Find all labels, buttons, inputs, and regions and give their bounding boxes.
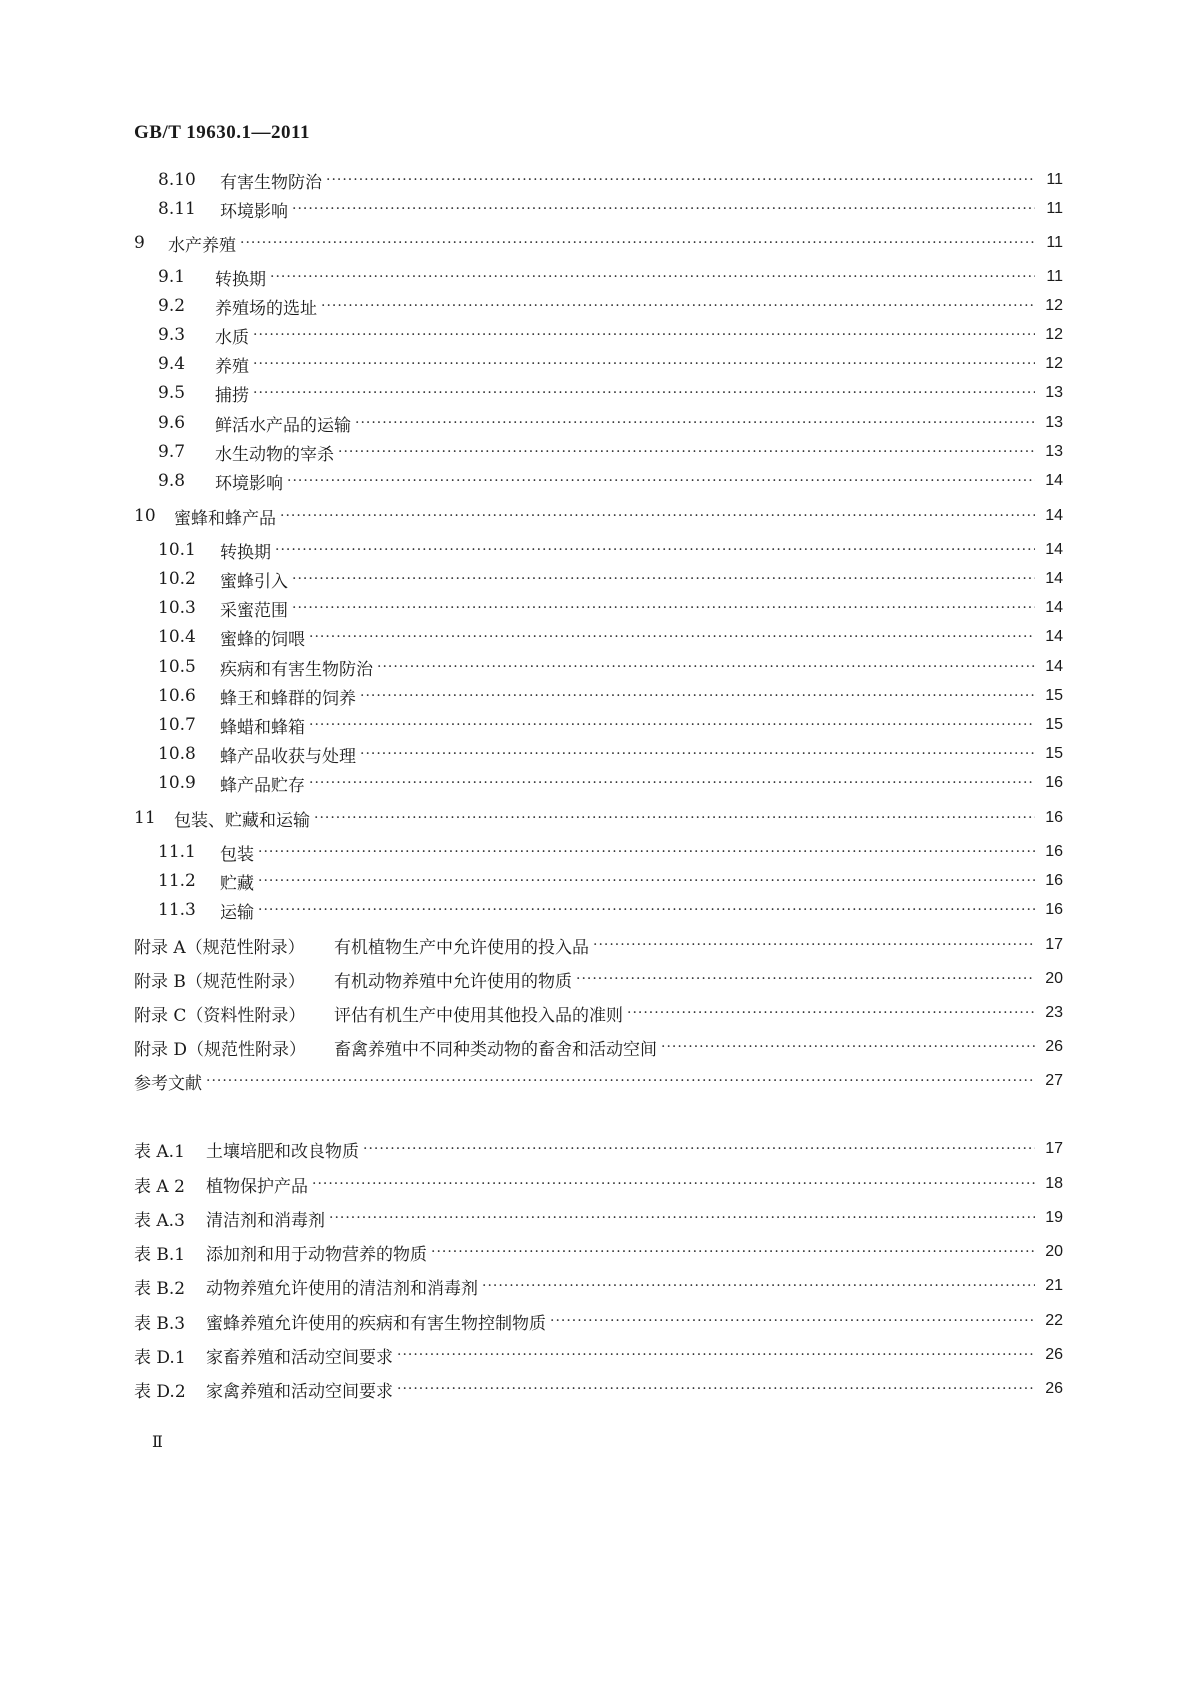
toc-entry-page: 17 [1045, 936, 1063, 953]
toc-entry[interactable] [158, 839, 1063, 865]
toc-entry[interactable] [158, 167, 1063, 193]
toc-entry-number: 9.7 [158, 442, 186, 462]
toc-entry[interactable] [134, 1273, 1063, 1299]
toc-entry[interactable] [158, 868, 1063, 894]
toc-entry-page: 12 [1045, 326, 1063, 343]
toc-entry-number: 9.6 [158, 413, 186, 433]
toc-entry-title: 蜜蜂和蜂产品 [174, 508, 276, 529]
toc-entry-page: 16 [1045, 872, 1063, 889]
toc-entry[interactable] [158, 654, 1063, 680]
toc-entry[interactable] [158, 380, 1063, 406]
dot-leader [280, 508, 1035, 524]
toc-entry-page: 21 [1045, 1277, 1063, 1294]
toc-entry-number: 10 [134, 506, 156, 526]
dot-leader [482, 1278, 1035, 1294]
toc-entry-page: 13 [1045, 414, 1063, 431]
toc-entry[interactable] [158, 770, 1063, 796]
toc-entry-page: 14 [1045, 541, 1063, 558]
toc-entry-title: 蜜蜂的饲喂 [220, 629, 305, 650]
toc-entry[interactable] [134, 805, 1063, 831]
toc-entry-number: 10.2 [158, 569, 196, 589]
toc-entry-title: 水生动物的宰杀 [215, 444, 334, 465]
toc-entry-number: 表 A.3 [134, 1210, 185, 1231]
toc-entry-number: 10.9 [158, 773, 196, 793]
toc-entry-page: 15 [1045, 745, 1063, 762]
toc-entry[interactable] [158, 537, 1063, 563]
toc-entry-number: 表 A 2 [134, 1176, 185, 1197]
dot-leader [206, 1073, 1035, 1089]
toc-entry-title: 包装 [220, 844, 254, 865]
toc-entry-title: 蜂产品贮存 [220, 775, 305, 796]
toc-entry-page: 16 [1045, 809, 1063, 826]
toc-entry-page: 26 [1045, 1346, 1063, 1363]
dot-leader [253, 385, 1035, 401]
toc-entry[interactable] [158, 624, 1063, 650]
toc-entry-number: 9.1 [158, 267, 186, 287]
dot-leader [270, 269, 1035, 285]
toc-entry-title: 蜂王和蜂群的饲养 [220, 688, 356, 709]
dot-leader [312, 1176, 1035, 1192]
toc-entry-title: 蜜蜂引入 [220, 571, 288, 592]
toc-entry[interactable] [158, 410, 1063, 436]
toc-entry-page: 11 [1046, 200, 1063, 217]
dot-leader [287, 473, 1035, 489]
dot-leader [314, 810, 1035, 826]
toc-entry-number: 表 B.3 [134, 1313, 186, 1334]
toc-entry-number: 附录 A（规范性附录） [134, 937, 305, 958]
toc-entry[interactable] [158, 897, 1063, 923]
dot-leader [360, 746, 1035, 762]
dot-leader [258, 844, 1035, 860]
dot-leader [292, 571, 1035, 587]
toc-entry-title: 蜂产品收获与处理 [220, 746, 356, 767]
toc-entry-title: 运输 [220, 902, 254, 923]
toc-entry-title: 采蜜范围 [220, 600, 288, 621]
toc-entry-number: 8.11 [158, 199, 196, 219]
toc-entry[interactable] [134, 1342, 1063, 1368]
toc-entry-title: 评估有机生产中使用其他投入品的准则 [334, 1005, 623, 1026]
dot-leader [338, 444, 1035, 460]
toc-entry-title: 参考文献 [134, 1073, 202, 1094]
toc-entry[interactable] [158, 293, 1063, 319]
toc-entry[interactable] [158, 351, 1063, 377]
toc-entry-page: 23 [1045, 1004, 1063, 1021]
toc-entry-number: 9.3 [158, 325, 186, 345]
toc-entry-title: 动物养殖允许使用的清洁剂和消毒剂 [206, 1278, 478, 1299]
toc-entry-page: 20 [1045, 970, 1063, 987]
dot-leader [661, 1039, 1035, 1055]
toc-entry-number: 表 A.1 [134, 1141, 185, 1162]
standard-code: GB/T 19630.1—2011 [134, 122, 311, 143]
dot-leader [397, 1347, 1035, 1363]
toc-entry[interactable] [158, 196, 1063, 222]
dot-leader [363, 1141, 1035, 1157]
toc-entry[interactable] [134, 1205, 1063, 1231]
toc-entry-page: 12 [1045, 355, 1063, 372]
toc-entry-title: 水产养殖 [168, 235, 236, 256]
toc-entry-number: 附录 B（规范性附录） [134, 971, 305, 992]
toc-entry[interactable] [134, 1239, 1063, 1265]
toc-entry-page: 11 [1046, 268, 1063, 285]
toc-entry-page: 19 [1045, 1209, 1063, 1226]
toc-entry-page: 26 [1045, 1038, 1063, 1055]
toc-entry-title: 养殖 [215, 356, 249, 377]
toc-entry-number: 附录 C（资料性附录） [134, 1005, 306, 1026]
toc-entry[interactable] [158, 439, 1063, 465]
toc-entry-number: 11.3 [158, 900, 196, 920]
toc-entry[interactable] [134, 1308, 1063, 1334]
dot-leader [550, 1313, 1035, 1329]
toc-entry-number: 10.4 [158, 627, 196, 647]
toc-entry-page: 15 [1045, 687, 1063, 704]
toc-entry-title: 疾病和有害生物防治 [220, 659, 373, 680]
toc-entry-number: 11.1 [158, 842, 196, 862]
toc-entry-number: 表 D.1 [134, 1347, 186, 1368]
page-number: Ⅱ [152, 1434, 163, 1451]
toc-entry-page: 12 [1045, 297, 1063, 314]
toc-entry-number: 10.1 [158, 540, 196, 560]
toc-entry[interactable] [158, 566, 1063, 592]
toc-entry-number: 10.5 [158, 657, 196, 677]
toc-entry-title: 有害生物防治 [220, 172, 322, 193]
toc-entry-page: 18 [1045, 1175, 1063, 1192]
toc-entry-title: 转换期 [220, 542, 271, 563]
toc-entry-title: 家禽养殖和活动空间要求 [206, 1381, 393, 1402]
toc-entry-title: 有机动物养殖中允许使用的物质 [334, 971, 572, 992]
toc-entry[interactable] [158, 683, 1063, 709]
dot-leader [309, 775, 1035, 791]
toc-entry-title: 添加剂和用于动物营养的物质 [206, 1244, 427, 1265]
dot-leader [355, 415, 1035, 431]
toc-entry-title: 植物保护产品 [206, 1176, 308, 1197]
dot-leader [292, 600, 1035, 616]
dot-leader [258, 873, 1035, 889]
toc-entry-title: 鲜活水产品的运输 [215, 415, 351, 436]
toc-entry-number: 11 [134, 808, 156, 828]
toc-entry[interactable] [134, 932, 1063, 958]
dot-leader [275, 542, 1035, 558]
toc-entry-title: 环境影响 [215, 473, 283, 494]
toc-entry[interactable] [134, 1376, 1063, 1402]
toc-entry-title: 土壤培肥和改良物质 [206, 1141, 359, 1162]
dot-leader [253, 327, 1035, 343]
toc-entry-number: 9.2 [158, 296, 186, 316]
toc-entry-page: 26 [1045, 1380, 1063, 1397]
toc-entry[interactable] [134, 1034, 1063, 1060]
toc-entry[interactable] [134, 1171, 1063, 1197]
toc-entry[interactable] [134, 1000, 1063, 1026]
toc-entry-page: 16 [1045, 843, 1063, 860]
toc-entry-title: 养殖场的选址 [215, 298, 317, 319]
toc-entry-page: 14 [1045, 628, 1063, 645]
toc-entry-page: 14 [1045, 472, 1063, 489]
toc-entry-number: 8.10 [158, 170, 196, 190]
dot-leader [377, 659, 1035, 675]
toc-entry-page: 16 [1045, 774, 1063, 791]
toc-entry-title: 贮藏 [220, 873, 254, 894]
toc-entry[interactable] [134, 1136, 1063, 1162]
dot-leader [309, 629, 1035, 645]
toc-entry[interactable] [158, 322, 1063, 348]
toc-entry-page: 13 [1045, 384, 1063, 401]
dot-leader [397, 1381, 1035, 1397]
toc-entry-page: 22 [1045, 1312, 1063, 1329]
toc-entry[interactable] [134, 966, 1063, 992]
toc-entry-title: 家畜养殖和活动空间要求 [206, 1347, 393, 1368]
toc-entry-title: 转换期 [215, 269, 266, 290]
toc-entry-number: 10.3 [158, 598, 196, 618]
toc-entry-page: 14 [1045, 599, 1063, 616]
dot-leader [576, 971, 1035, 987]
toc-entry-page: 16 [1045, 901, 1063, 918]
toc-entry-number: 表 B.1 [134, 1244, 186, 1265]
toc-entry-number: 11.2 [158, 871, 196, 891]
toc-entry-number: 9.4 [158, 354, 186, 374]
toc-entry-page: 14 [1045, 507, 1063, 524]
toc-entry[interactable] [158, 264, 1063, 290]
toc-entry-title: 蜜蜂养殖允许使用的疾病和有害生物控制物质 [206, 1313, 546, 1334]
toc-entry-title: 包装、贮藏和运输 [174, 810, 310, 831]
toc-entry[interactable] [134, 1068, 1063, 1094]
dot-leader [326, 172, 1035, 188]
dot-leader [253, 356, 1035, 372]
toc-entry[interactable] [158, 468, 1063, 494]
toc-entry-number: 9 [134, 233, 145, 253]
dot-leader [321, 298, 1035, 314]
toc-entry-page: 11 [1046, 234, 1063, 251]
toc-entry-title: 蜂蜡和蜂箱 [220, 717, 305, 738]
toc-entry-title: 环境影响 [220, 201, 288, 222]
toc-entry-number: 10.6 [158, 686, 196, 706]
toc-entry-title: 有机植物生产中允许使用的投入品 [334, 937, 589, 958]
toc-entry-number: 附录 D（规范性附录） [134, 1039, 307, 1060]
dot-leader [329, 1210, 1035, 1226]
dot-leader [309, 717, 1035, 733]
toc-entry[interactable] [158, 595, 1063, 621]
toc-entry-page: 20 [1045, 1243, 1063, 1260]
toc-entry[interactable] [134, 230, 1063, 256]
toc-entry[interactable] [158, 741, 1063, 767]
toc-entry-page: 27 [1045, 1072, 1063, 1089]
toc-entry-number: 9.5 [158, 383, 186, 403]
dot-leader [627, 1005, 1035, 1021]
toc-entry[interactable] [158, 712, 1063, 738]
toc-entry-title: 畜禽养殖中不同种类动物的畜舍和活动空间 [334, 1039, 657, 1060]
dot-leader [258, 902, 1035, 918]
toc-entry-title: 水质 [215, 327, 249, 348]
dot-leader [431, 1244, 1035, 1260]
toc-entry-number: 9.8 [158, 471, 186, 491]
dot-leader [360, 688, 1035, 704]
toc-entry-number: 表 D.2 [134, 1381, 186, 1402]
toc-entry-page: 14 [1045, 570, 1063, 587]
dot-leader [292, 201, 1035, 217]
toc-entry-title: 捕捞 [215, 385, 249, 406]
toc-entry-title: 清洁剂和消毒剂 [206, 1210, 325, 1231]
toc-entry[interactable] [134, 503, 1063, 529]
toc-entry-page: 15 [1045, 716, 1063, 733]
toc-entry-page: 11 [1046, 171, 1063, 188]
toc-entry-number: 10.8 [158, 744, 196, 764]
dot-leader [593, 937, 1035, 953]
toc-entry-page: 14 [1045, 658, 1063, 675]
toc-entry-number: 表 B.2 [134, 1278, 186, 1299]
toc-entry-page: 17 [1045, 1140, 1063, 1157]
toc-entry-number: 10.7 [158, 715, 196, 735]
dot-leader [240, 235, 1035, 251]
toc-entry-page: 13 [1045, 443, 1063, 460]
